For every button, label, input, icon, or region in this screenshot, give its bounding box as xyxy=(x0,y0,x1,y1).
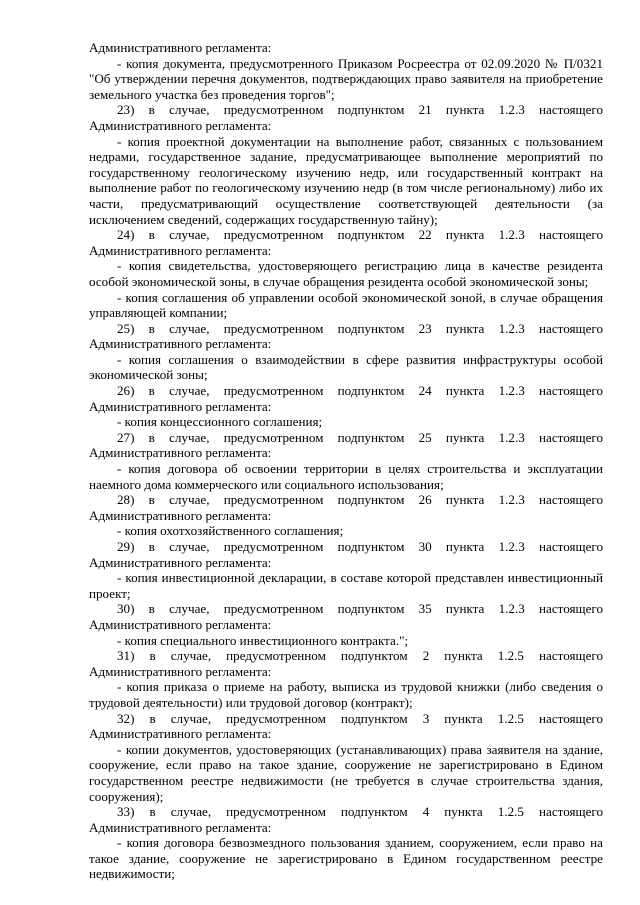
paragraph-list-item: - копия свидетельства, удостоверяющего регистрацию лица в качестве резидента особой экономической зоны, в случае обращения резидента особой экономической зоны; xyxy=(89,258,603,289)
paragraph-clause-33: 33) в случае, предусмотренном подпунктом 4 пункта 1.2.5 настоящего xyxy=(117,804,603,820)
paragraph-clause-28: 28) в случае, предусмотренном подпунктом 26 пункта 1.2.3 настоящего xyxy=(117,492,603,508)
paragraph: Административного регламента: xyxy=(89,398,272,414)
paragraph-list-item: - копия инвестиционной декларации, в составе которой представлен инвестиционный проект; xyxy=(89,570,603,601)
paragraph-clause-23: 23) в случае, предусмотренном подпунктом 21 пункта 1.2.3 настоящего xyxy=(117,102,603,118)
paragraph-clause-27: 27) в случае, предусмотренном подпунктом 25 пункта 1.2.3 настоящего xyxy=(117,429,603,445)
paragraph: Административного регламента: xyxy=(89,726,272,742)
paragraph-list-item: - копия охотхозяйственного соглашения; xyxy=(117,523,344,539)
paragraph-list-item: - копия специального инвестиционного контракта."; xyxy=(117,632,409,648)
paragraph-clause-24: 24) в случае, предусмотренном подпунктом 22 пункта 1.2.3 настоящего xyxy=(117,227,603,243)
paragraph: Административного регламента: xyxy=(89,117,272,133)
paragraph: Административного регламента: xyxy=(89,40,272,55)
paragraph-clause-29: 29) в случае, предусмотренном подпунктом 30 пункта 1.2.3 настоящего xyxy=(117,539,603,554)
paragraph-list-item: - копия соглашения о взаимодействии в сфере развития инфраструктуры особой экономической зоны; xyxy=(89,351,603,383)
paragraph-clause-31: 31) в случае, предусмотренном подпунктом 2 пункта 1.2.5 настоящего xyxy=(117,648,603,664)
paragraph-list-item: - копия приказа о приеме на работу, выписка из трудовой книжки (либо сведения о трудовой деятельности) или трудовой договор (контракт); xyxy=(89,679,603,710)
paragraph: Административного регламента: xyxy=(89,554,272,570)
paragraph: Административного регламента: xyxy=(89,819,272,835)
paragraph-list-item: - копия концессионного соглашения; xyxy=(117,414,323,430)
paragraph-list-item: - копии документов, удостоверяющих (устанавливающих) права заявителя на здание, сооружение, если право на такое здание, сооружение не зарегистрировано в Едином государственном реестре недвижимости (не требуется в случае строительства здания, сооружения); xyxy=(89,741,603,804)
document-page xyxy=(89,40,603,882)
paragraph: Административного регламента: xyxy=(89,616,272,632)
paragraph: Административного регламента: xyxy=(89,445,272,461)
paragraph-clause-26: 26) в случае, предусмотренном подпунктом 24 пункта 1.2.3 настоящего xyxy=(117,383,603,399)
paragraph-clause-32: 32) в случае, предусмотренном подпунктом 3 пункта 1.2.5 настоящего xyxy=(117,710,603,726)
paragraph: Административного регламента: xyxy=(89,663,272,679)
paragraph-list-item: - копия документа, предусмотренного Приказом Росреестра от 02.09.2020 № П/0321 "Об утверждении перечня документов, подтверждающих право заявителя на приобретение земельного участка без проведения торгов"; xyxy=(89,55,603,102)
paragraph: Административного регламента: xyxy=(89,507,272,523)
paragraph-list-item: - копия договора об освоении территории в целях строительства и эксплуатации наемного дома коммерческого или социального использования; xyxy=(89,461,603,492)
paragraph-list-item: - копия соглашения об управлении особой экономической зоной, в случае обращения управляющей компании; xyxy=(89,289,603,321)
paragraph-clause-25: 25) в случае, предусмотренном подпунктом 23 пункта 1.2.3 настоящего xyxy=(117,320,603,336)
paragraph-list-item: - копия проектной документации на выполнение работ, связанных с пользованием недрами, государственное задание, предусматривающее выполнение мероприятий по государственному геологическому изучению недр, или государственный контракт на выполнение работ по геологическому изучению недр (в том числе региональному) либо их части, предусматривающий осуществление соответствующей деятельности (за исключением сведений, содержащих государственную тайну); xyxy=(89,133,603,227)
paragraph: Административного регламента: xyxy=(89,242,272,258)
paragraph-clause-30: 30) в случае, предусмотренном подпунктом 35 пункта 1.2.3 настоящего xyxy=(117,601,603,617)
paragraph-list-item: - копия договора безвозмездного пользования зданием, сооружением, если право на такое здание, сооружение не зарегистрировано в Едином государственном реестре недвижимости; xyxy=(89,835,603,882)
paragraph: Административного регламента: xyxy=(89,336,272,352)
